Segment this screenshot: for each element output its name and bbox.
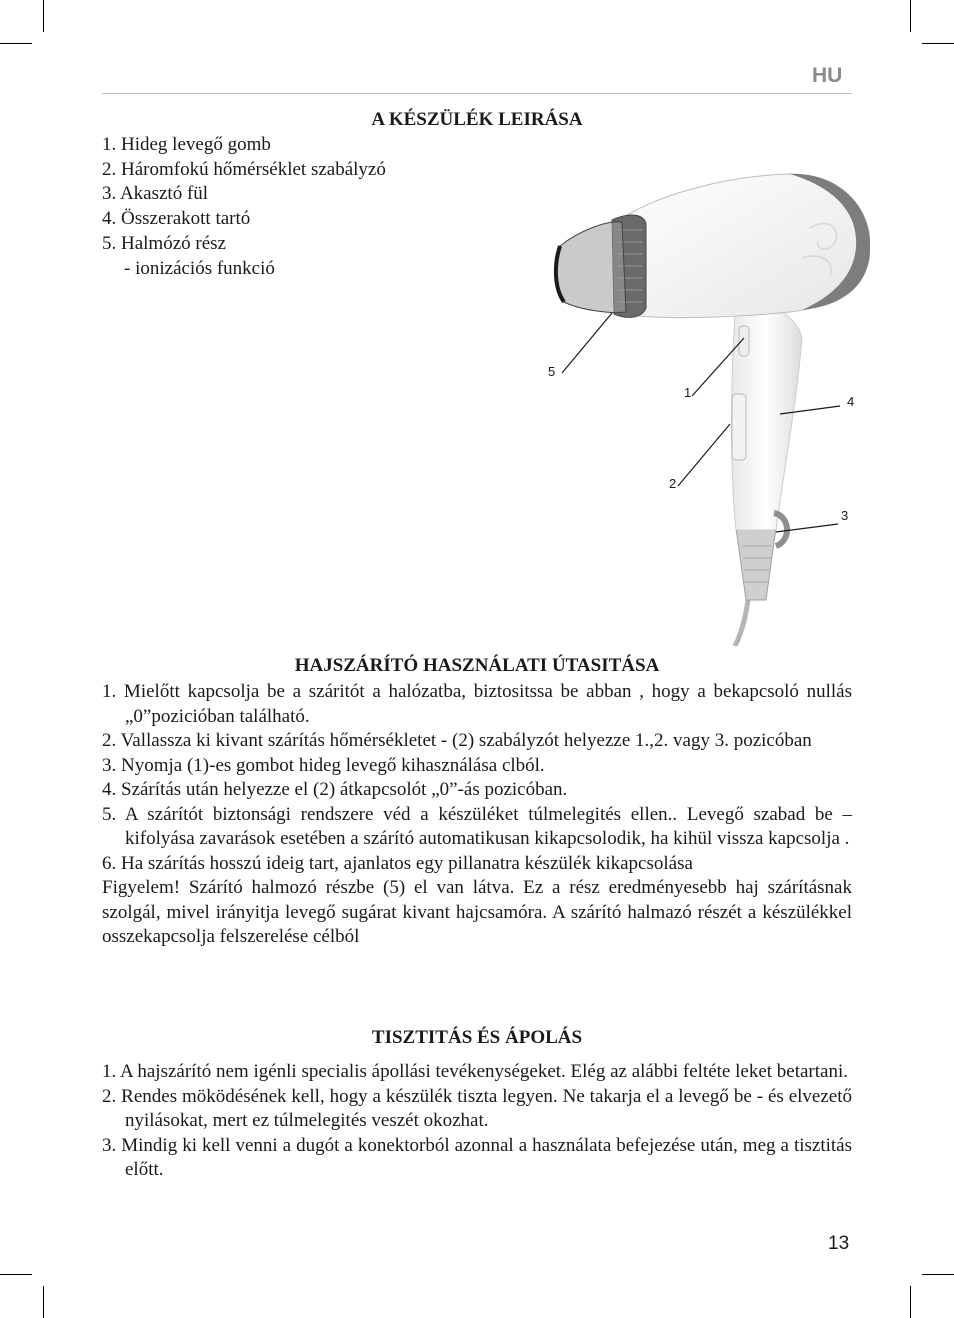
list-subitem: - ionizációs funkció [124,257,275,279]
crop-mark [910,1286,911,1318]
list-item: 1. Mielőtt kapcsolja be a száritót a halózatba, biztositssa be abban , hogy a bekapcsoló nullás „0”pozicióban található. [102,681,852,727]
list-item: 4. Szárítás után helyezze el (2) átkapcsolót „0”-ás pozicóban. [102,779,568,800]
crop-mark [43,1286,44,1318]
hair-dryer-illustration [540,168,870,646]
parts-list [102,133,386,281]
list-item: 6. Ha szárítás hosszú ideig tart, ajanlatos egy pillanatra készülék kikapcsolása [102,852,693,874]
crop-mark [43,0,44,32]
section-title-usage: HAJSZÁRÍTÓ HASZNÁLATI ÚTASITÁSA [294,655,660,676]
list-item: 3. Akasztó fül [102,183,209,205]
crop-mark [0,1274,32,1275]
list-item: 2. Rendes möködésének kell, hogy a készülék tiszta legyen. Ne takarja el a levegő be - és elvezető nyilásokat, mert ez túlmelegités veszét okozhat. [102,1085,852,1131]
note-paragraph: Figyelem! Szárító halmozó részbe (5) el van látva. Ez a rész eredményesebb haj szárításnak szolgál, mivel irányitja levegő sugárat kivant hajcsamóra. A szárító halmazó részét a készülékkel osszekapcsolja felszerelése célból [102,877,852,947]
section-title-cleaning: TISZTITÁS ÉS ÁPOLÁS [371,1027,583,1048]
list-item: 5. Halmózó rész [102,232,226,254]
list-item: 3. Nyomja (1)-es gombot hideg levegő kihasználása clból. [102,754,545,776]
crop-mark [910,0,911,32]
cord-strain-relief [736,528,776,600]
callout-1: 1 [684,385,692,400]
leader-line-5 [562,313,612,373]
list-item: 2. Háromfokú hőmérséklet szabályzó [102,158,386,180]
leader-line-2 [678,424,730,486]
section-title-description: A KÉSZÜLÉK LEIRÁSA [371,109,583,130]
list-item: 2. Vallassza ki kivant szárítás hőmérsékletet - (2) szabályzót helyezze 1.,2. vagy 3. pozicóban [102,730,812,751]
language-label: HU [812,64,843,87]
crop-mark [922,1274,954,1275]
page-number: 13 [828,1233,850,1254]
list-item: 1. Hideg levegő gomb [102,134,271,155]
temperature-switch [732,394,746,460]
usage-instructions [102,680,852,950]
callout-5: 5 [548,364,556,379]
crop-mark [922,43,954,44]
cleaning-instructions [102,1060,852,1183]
cool-shot-button [739,326,749,356]
list-item: 3. Mindig ki kell venni a dugót a konektorból azonnal a használata befejezése után, meg a tisztitás előtt. [102,1134,852,1180]
concentrator-nozzle [556,222,626,313]
header-rule [102,93,852,94]
callout-3: 3 [841,508,849,523]
list-item: 1. A hajszárító nem igénli specialis ápollási tevékenységeket. Elég az alábbi feltéte leket betartani. [102,1061,848,1082]
power-cord [735,600,748,646]
list-item: 4. Összerakott tartó [102,208,251,230]
crop-mark [0,43,32,44]
list-item: 5. A szárítót biztonsági rendszere véd a készüléket túlmelegités ellen.. Levegő szabad be – kifolyása zavarások esetében a szárító automatikusan kikapcsolodik, ha kihül vissza kapcsolja . [102,803,852,849]
callout-2: 2 [669,476,677,491]
callout-4: 4 [847,394,855,409]
